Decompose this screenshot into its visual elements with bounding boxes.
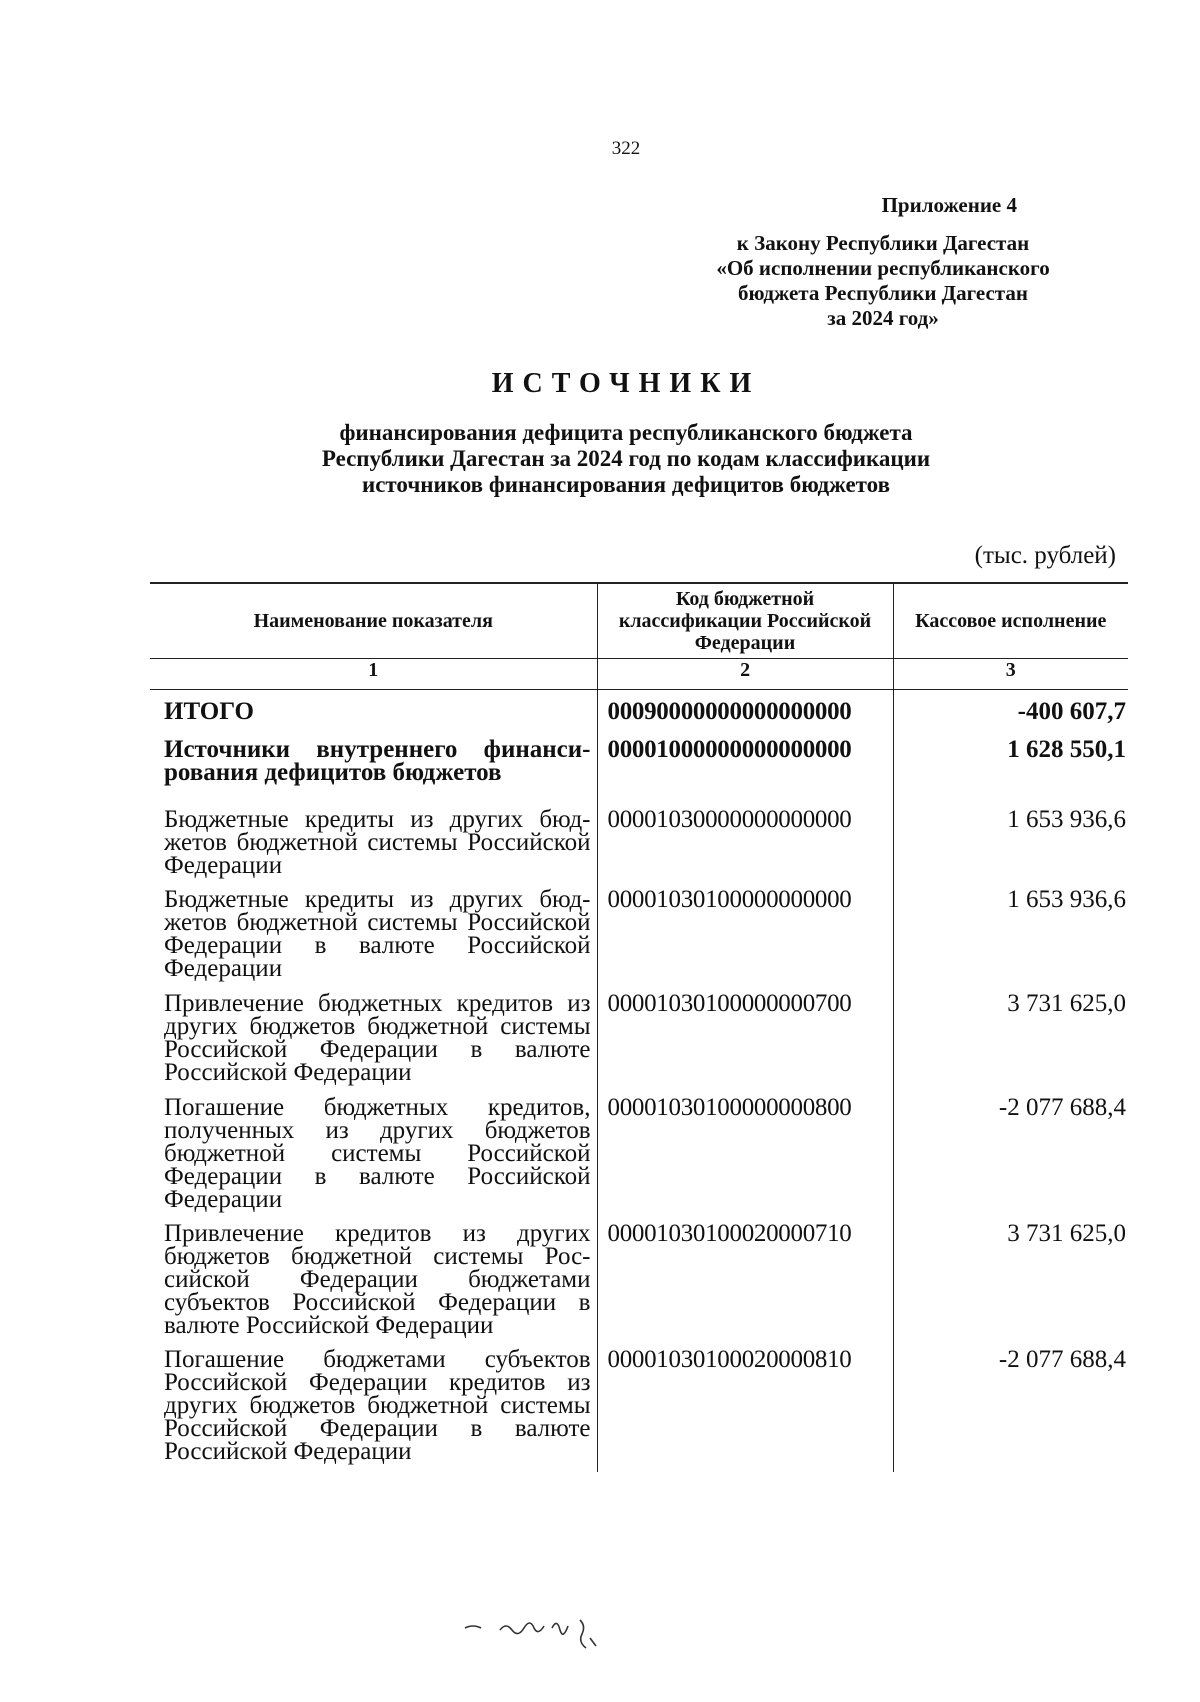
row-code: 00090000000000000000 bbox=[597, 690, 893, 732]
law-reference-line: «Об исполнении республиканского bbox=[716, 256, 1050, 280]
table-row bbox=[150, 882, 1128, 986]
row-amount: 1 653 936,6 bbox=[893, 882, 1128, 986]
appendix-label: Приложение 4 bbox=[881, 193, 1017, 217]
row-amount: 1 653 936,6 bbox=[893, 802, 1128, 882]
row-name: Привлечение бюджетных кредитов из других бюджетов бюджетной системы Российской Федерации в валюте Российской Федерации bbox=[150, 986, 597, 1090]
document-subtitle bbox=[0, 420, 1200, 498]
table-row bbox=[150, 732, 1128, 802]
row-name: Источники внутреннего финансирования дефицитов бюджетов bbox=[150, 732, 597, 802]
table-row bbox=[150, 986, 1128, 1090]
row-amount: 3 731 625,0 bbox=[893, 1216, 1128, 1342]
column-number: 3 bbox=[893, 659, 1128, 690]
table-row bbox=[150, 1090, 1128, 1216]
page-number: 322 bbox=[611, 138, 641, 159]
table-row bbox=[150, 690, 1128, 732]
row-code: 00001030000000000000 bbox=[597, 802, 893, 882]
row-amount: 1 628 550,1 bbox=[893, 732, 1128, 802]
row-amount: -2 077 688,4 bbox=[893, 1342, 1128, 1472]
table-row bbox=[150, 1216, 1128, 1342]
law-reference-line: за 2024 год» bbox=[827, 306, 939, 330]
row-code: 00001030100000000800 bbox=[597, 1090, 893, 1216]
units-label: (тыс. рублей) bbox=[974, 542, 1116, 569]
row-code: 00001030100020000810 bbox=[597, 1342, 893, 1472]
table-row bbox=[150, 802, 1128, 882]
header-cash-execution: Кассовое исполнение bbox=[893, 583, 1128, 659]
column-number-row bbox=[150, 659, 1128, 690]
law-reference-line: к Закону Республики Дагестан bbox=[736, 231, 1030, 255]
table-header-row bbox=[150, 583, 1128, 659]
sources-table bbox=[150, 582, 1128, 1472]
row-name: ИТОГО bbox=[150, 690, 597, 732]
row-name: Погашение бюджетных кредитов, полученных из других бюджетов бюджетной системы Российской Федерации в валюте Российской Федерации bbox=[150, 1090, 597, 1216]
table-body bbox=[150, 659, 1128, 1472]
row-name: Привлечение кредитов из других бюджетов бюджетной системы Российской Федерации бюджетами субъектов Российской Федерации в валюте Российской Федерации bbox=[150, 1216, 597, 1342]
row-code: 00001030100000000700 bbox=[597, 986, 893, 1090]
row-code: 00001030100020000710 bbox=[597, 1216, 893, 1342]
row-name: Погашение бюджетами субъектов Российской Федерации кредитов из других бюджетов бюджетной системы Российской Федерации в валюте Российской Федерации bbox=[150, 1342, 597, 1472]
header-budget-code: Код бюджетной классификации Российской Федерации bbox=[597, 583, 893, 659]
document-title: ИСТОЧНИКИ bbox=[491, 368, 761, 399]
table-row bbox=[150, 1342, 1128, 1472]
subtitle-line: источников финансирования дефицитов бюджетов bbox=[361, 472, 891, 497]
column-number: 1 bbox=[150, 659, 597, 690]
row-amount: -2 077 688,4 bbox=[893, 1090, 1128, 1216]
row-amount: 3 731 625,0 bbox=[893, 986, 1128, 1090]
handwritten-signature bbox=[460, 1598, 640, 1658]
law-reference-line: бюджета Республики Дагестан bbox=[738, 281, 1028, 305]
row-amount: -400 607,7 bbox=[893, 690, 1128, 732]
column-number: 2 bbox=[597, 659, 893, 690]
row-code: 00001000000000000000 bbox=[597, 732, 893, 802]
row-code: 00001030100000000000 bbox=[597, 882, 893, 986]
subtitle-line: финансирования дефицита республиканского бюджета bbox=[339, 420, 913, 445]
law-reference bbox=[673, 231, 1093, 331]
row-name: Бюджетные кредиты из других бюджетов бюджетной системы Российской Федерации bbox=[150, 802, 597, 882]
row-name: Бюджетные кредиты из других бюджетов бюджетной системы Российской Федерации в валюте Российской Федерации bbox=[150, 882, 597, 986]
subtitle-line: Республики Дагестан за 2024 год по кодам классификации bbox=[321, 446, 931, 471]
header-indicator-name: Наименование показателя bbox=[150, 583, 597, 659]
